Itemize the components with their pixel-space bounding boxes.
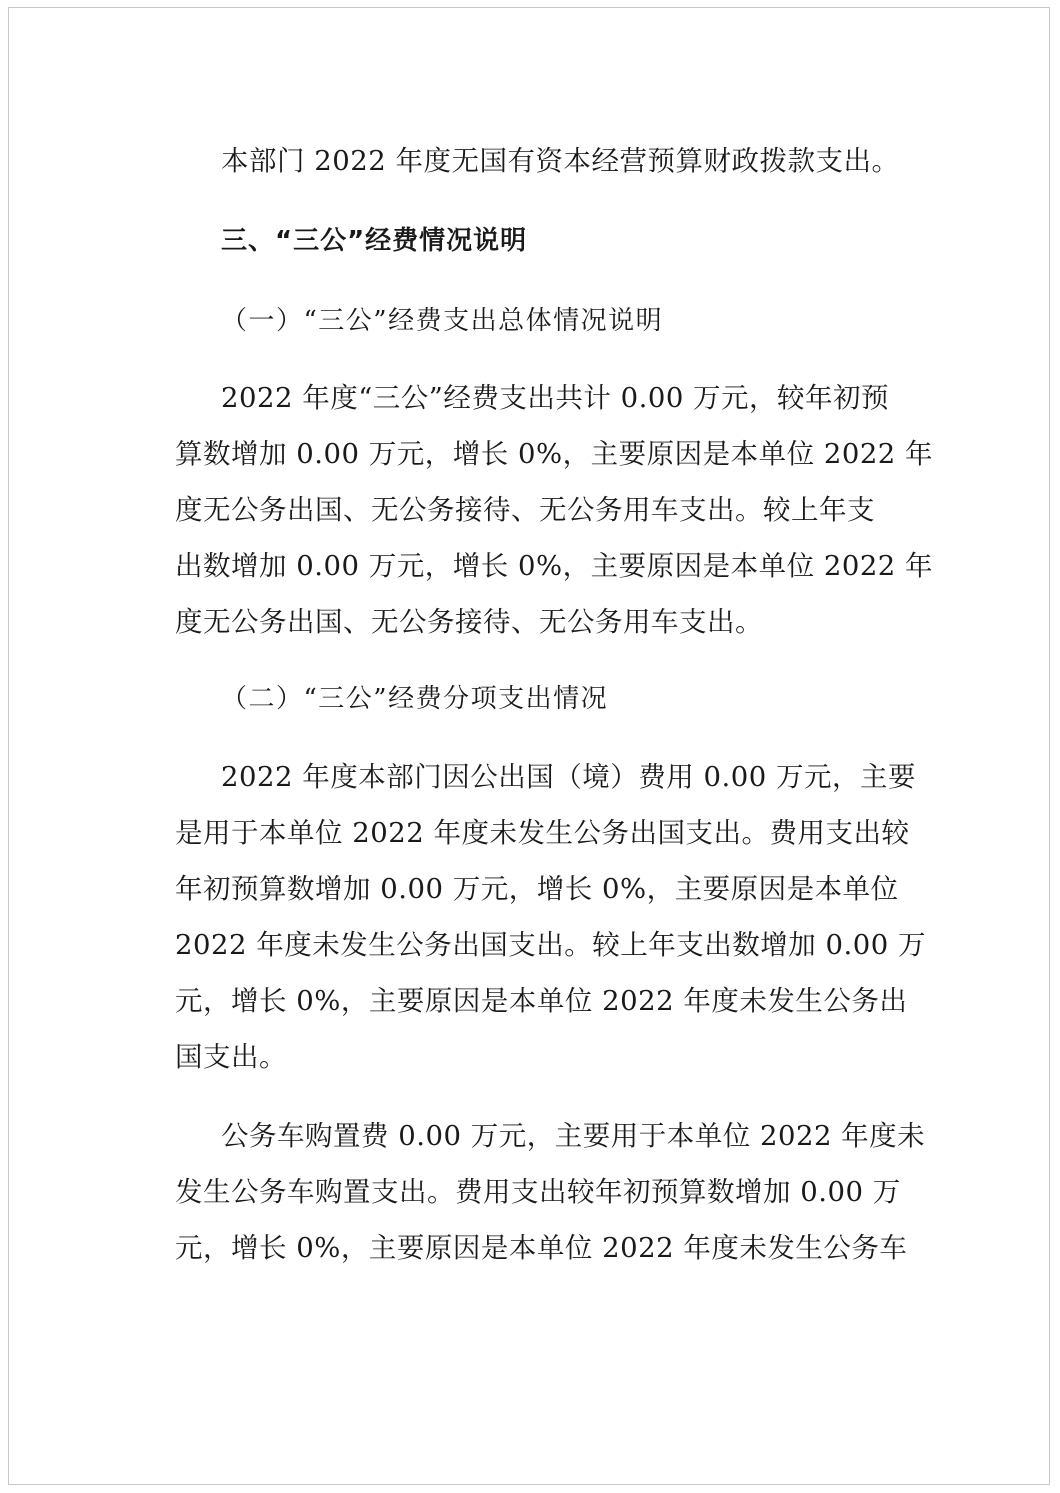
paragraph-3-line: 元，增长 0%，主要原因是本单位 2022 年度未发生公务车 (175, 1232, 908, 1264)
intro-line: 本部门 2022 年度无国有资本经营预算财政拨款支出。 (221, 145, 900, 177)
paragraph-3-line: 公务车购置费 0.00 万元，主要用于本单位 2022 年度未 (221, 1120, 926, 1152)
paragraph-1-line: 2022 年度“三公”经费支出共计 0.00 万元，较年初预 (221, 382, 890, 414)
paragraph-2-line: 2022 年度本部门因公出国（境）费用 0.00 万元，主要 (221, 761, 916, 793)
section-heading: 三、“三公”经费情况说明 (221, 226, 528, 256)
document-page (8, 7, 1050, 1485)
paragraph-2-line: 国支出。 (175, 1041, 287, 1073)
paragraph-1-line: 算数增加 0.00 万元，增长 0%，主要原因是本单位 2022 年 (175, 438, 934, 470)
paragraph-1-line: 度无公务出国、无公务接待、无公务用车支出。较上年支 (175, 494, 875, 526)
paragraph-2-line: 2022 年度未发生公务出国支出。较上年支出数增加 0.00 万 (175, 929, 926, 961)
subsection-heading-2: （二）“三公”经费分项支出情况 (221, 684, 609, 714)
paragraph-1-line: 出数增加 0.00 万元，增长 0%，主要原因是本单位 2022 年 (175, 550, 934, 582)
paragraph-2-line: 是用于本单位 2022 年度未发生公务出国支出。费用支出较 (175, 817, 910, 849)
paragraph-3-line: 发生公务车购置支出。费用支出较年初预算数增加 0.00 万 (175, 1176, 901, 1208)
paragraph-2-line: 年初预算数增加 0.00 万元，增长 0%，主要原因是本单位 (175, 873, 899, 905)
subsection-heading-1: （一）“三公”经费支出总体情况说明 (221, 306, 664, 336)
paragraph-2-line: 元，增长 0%，主要原因是本单位 2022 年度未发生公务出 (175, 985, 908, 1017)
paragraph-1-line: 度无公务出国、无公务接待、无公务用车支出。 (175, 606, 763, 638)
